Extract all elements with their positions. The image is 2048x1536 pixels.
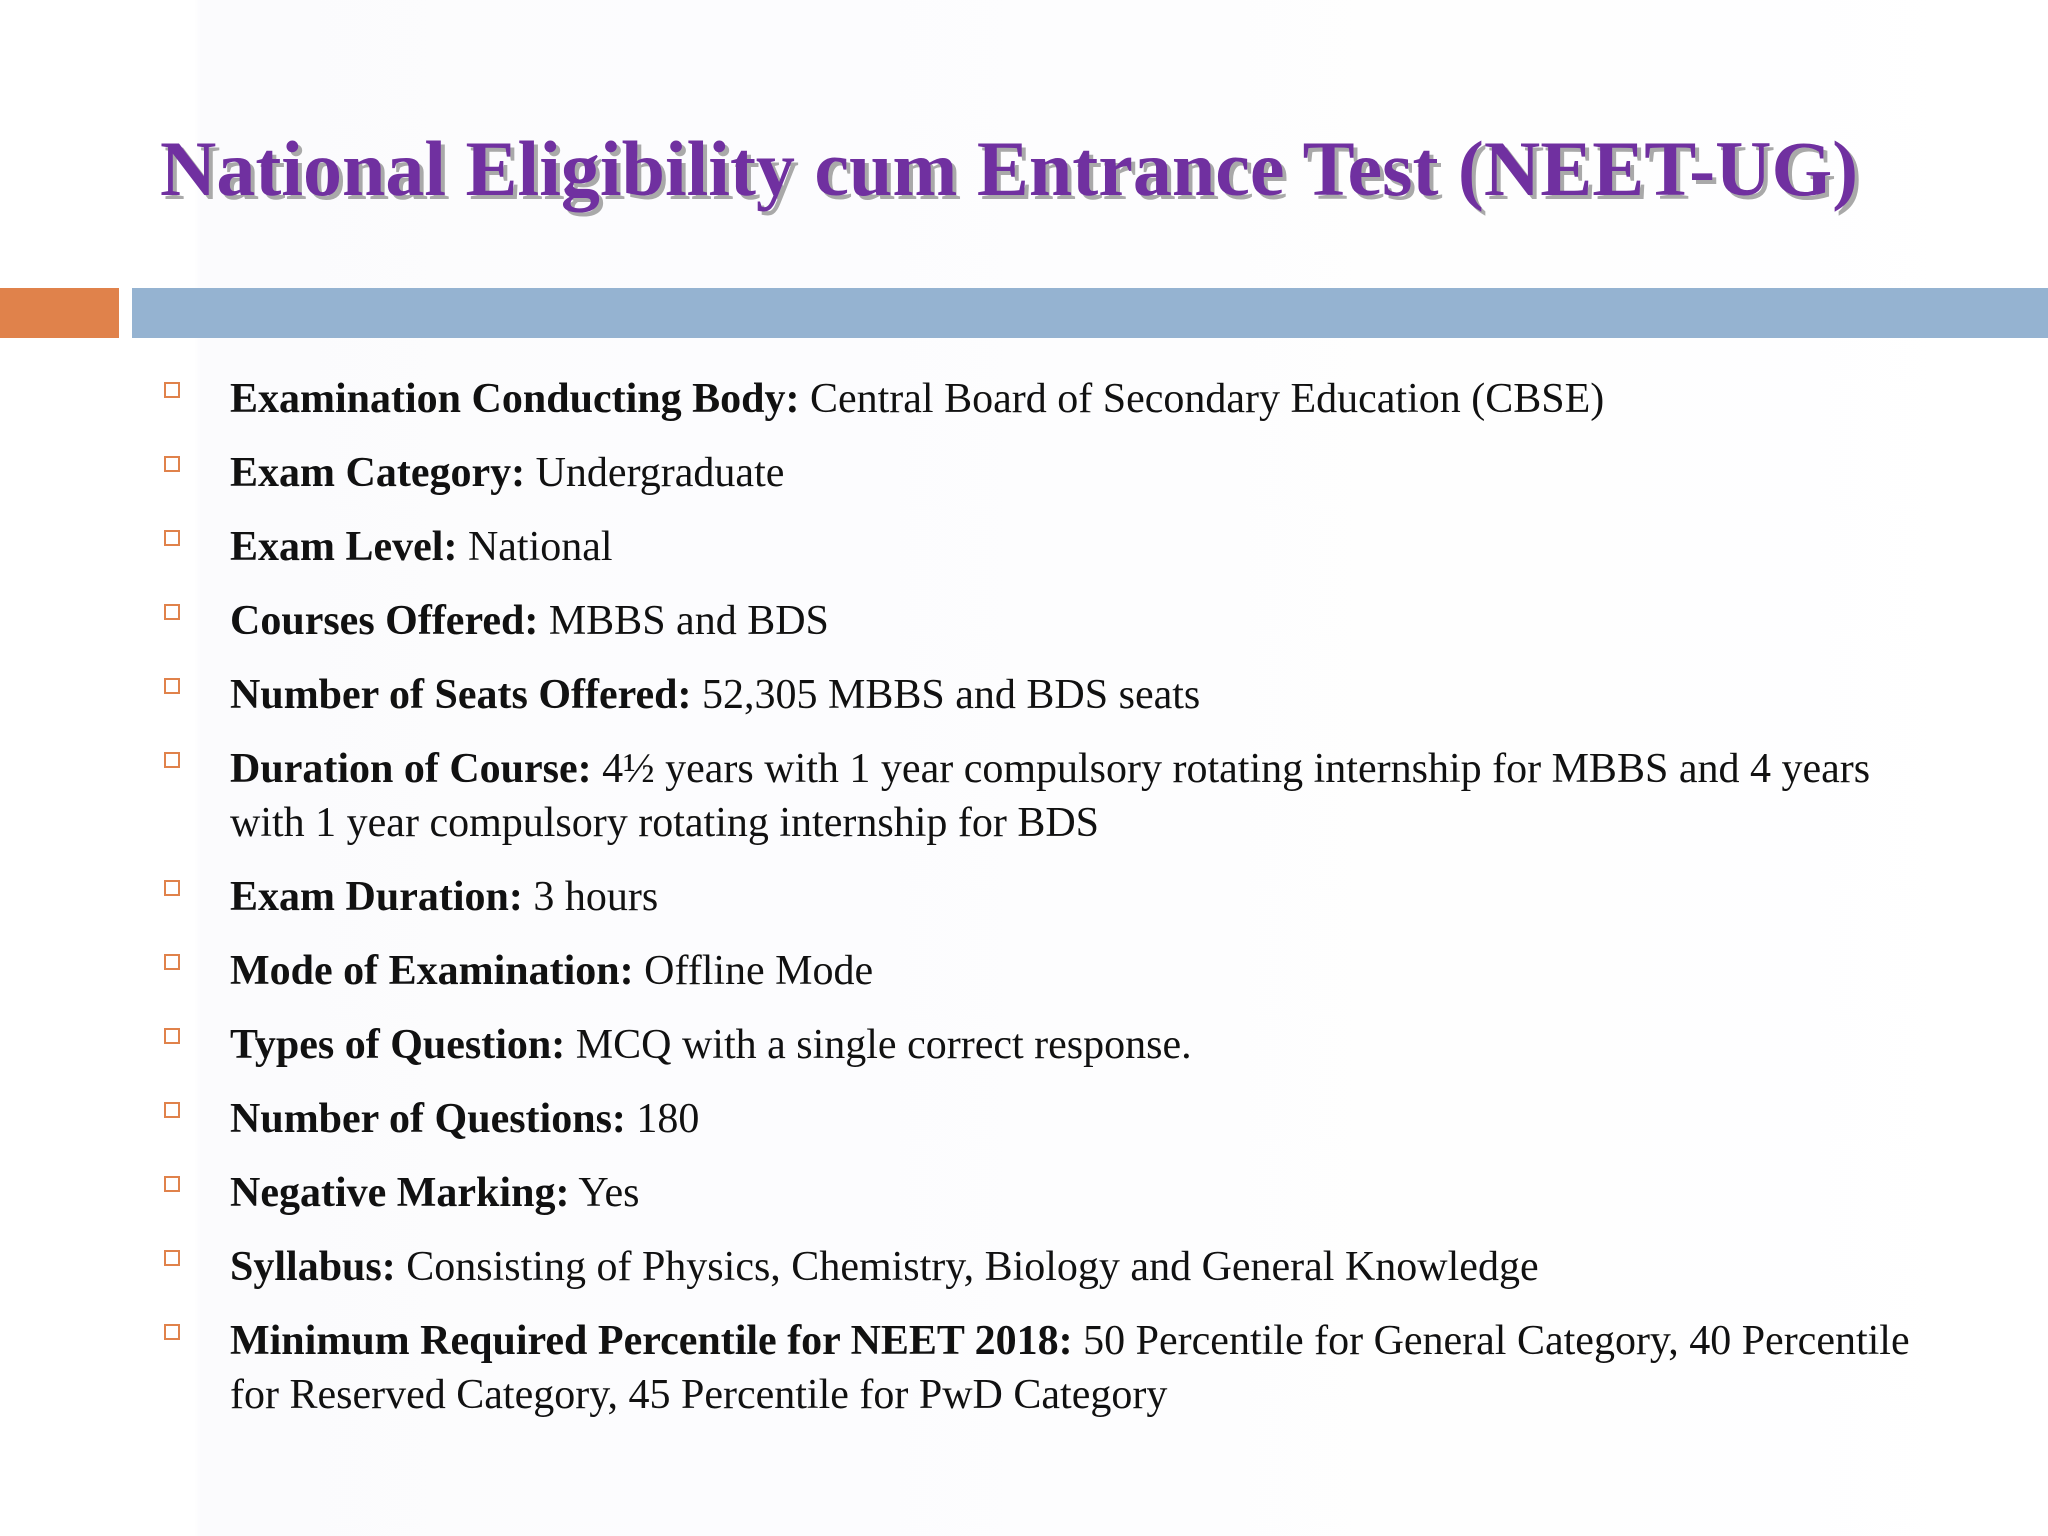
item-value: 52,305 MBBS and BDS seats [691,672,1201,718]
item-value: Consisting of Physics, Chemistry, Biology and General Knowledge [395,1244,1539,1290]
item-label: Number of Questions: [230,1096,626,1142]
item-value: National [457,524,613,570]
bullet-item-conducting-body [160,372,1920,426]
item-value: MCQ with a single correct response. [565,1022,1192,1068]
bullet-item-exam-level [160,520,1920,574]
item-label: Minimum Required Percentile for NEET 2018: [230,1318,1073,1364]
item-value: MBBS and BDS [538,598,829,644]
hollow-square-bullet-icon [164,382,180,398]
item-label: Syllabus: [230,1244,396,1290]
item-label: Mode of Examination: [230,948,634,994]
bullet-item-question-count [160,1092,1920,1146]
item-label: Examination Conducting Body: [230,376,800,422]
hollow-square-bullet-icon [164,1324,180,1340]
bullet-item-syllabus [160,1240,1920,1294]
item-label: Negative Marking: [230,1170,570,1216]
slide-title: National Eligibility cum Entrance Test (NEET-UG) [160,125,1859,212]
item-label: Number of Seats Offered: [230,672,692,718]
hollow-square-bullet-icon [164,456,180,472]
hollow-square-bullet-icon [164,1028,180,1044]
item-label: Courses Offered: [230,598,539,644]
bullet-item-exam-mode [160,944,1920,998]
bullet-item-exam-duration [160,870,1920,924]
item-label: Types of Question: [230,1022,566,1068]
accent-bar-blue [132,288,2048,338]
hollow-square-bullet-icon [164,1102,180,1118]
item-value: Central Board of Secondary Education (CBSE) [799,376,1605,422]
item-value: Undergraduate [525,450,785,496]
item-label: Exam Category: [230,450,526,496]
accent-bar-orange [0,288,119,338]
hollow-square-bullet-icon [164,1176,180,1192]
item-value: Offline Mode [633,948,874,994]
item-label: Duration of Course: [230,746,592,792]
item-value: 4½ years with 1 year compulsory rotating internship for MBBS and 4 years with 1 year compulsory rotating internship for BDS [230,746,1871,846]
hollow-square-bullet-icon [164,752,180,768]
item-value: 50 Percentile for General Category, 40 Percentile for Reserved Category, 45 Percentile for PwD Category [230,1318,1910,1418]
item-value: 3 hours [522,874,659,920]
bullet-item-question-types [160,1018,1920,1072]
item-label: Exam Level: [230,524,458,570]
bullet-item-min-percentile [160,1314,1920,1422]
bullet-item-seats-offered [160,668,1920,722]
hollow-square-bullet-icon [164,530,180,546]
item-label: Exam Duration: [230,874,523,920]
bullet-item-course-duration [160,742,1920,850]
item-value: 180 [625,1096,700,1142]
bullet-item-negative-marking [160,1166,1920,1220]
bullet-list [160,372,1920,1442]
bullet-item-courses-offered [160,594,1920,648]
item-value: Yes [569,1170,640,1216]
hollow-square-bullet-icon [164,604,180,620]
bullet-item-exam-category [160,446,1920,500]
hollow-square-bullet-icon [164,678,180,694]
hollow-square-bullet-icon [164,1250,180,1266]
hollow-square-bullet-icon [164,880,180,896]
hollow-square-bullet-icon [164,954,180,970]
